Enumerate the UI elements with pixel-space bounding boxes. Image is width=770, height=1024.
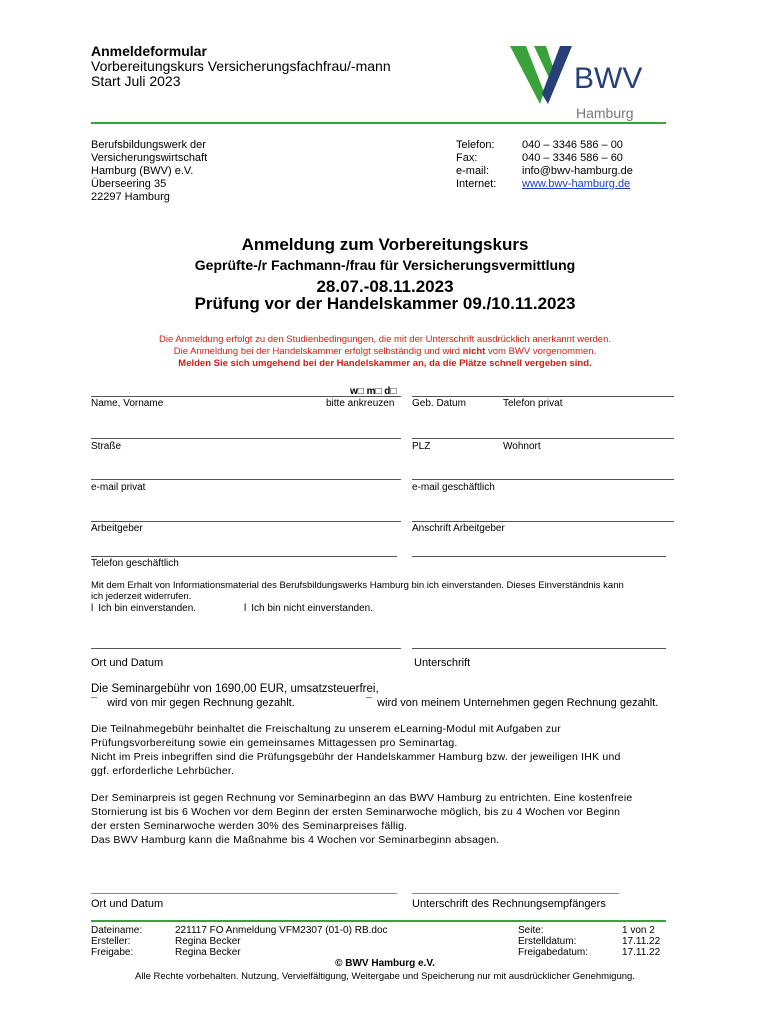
sub-heading: Geprüfte-/r Fachmann-/frau für Versicherungsvermittlung [194, 257, 576, 273]
gender-choice[interactable]: w□ m□ d□ [350, 386, 397, 397]
footer-doc-values [622, 925, 660, 958]
info-block-2 [91, 791, 632, 847]
address-line: Hamburg (BWV) e.V. [91, 165, 194, 177]
payer-signature-field[interactable] [412, 893, 619, 894]
fee-line: Die Seminargebühr von 1690,00 EUR, umsatzsteuerfrei, [91, 683, 379, 695]
form-title: Anmeldeformular [91, 43, 207, 59]
consent-yes-option[interactable] [91, 603, 196, 615]
consent-line-1: Mit dem Erhalt von Informationsmaterial des Berufsbildungswerks Hamburg bin ich einverstanden. Dieses Einverständnis kann [91, 580, 624, 591]
info-line: Das BWV Hamburg kann die Maßnahme bis 4 Wochen vor Seminarbeginn absagen. [91, 834, 500, 846]
file-value: 221117 FO Anmeldung VFM2307 (01-0) RB.doc [175, 925, 388, 936]
notice-line-3: Melden Sie sich umgehend bei der Handelskammer an, da die Plätze schnell vergeben sind. [178, 358, 592, 369]
contact-labels [456, 139, 496, 191]
zip-city-field[interactable] [412, 438, 674, 439]
address-block [91, 139, 207, 204]
footer-rule [91, 920, 666, 922]
page-value: 1 von 2 [622, 925, 655, 936]
main-heading: Anmeldung zum Vorbereitungskurs [241, 235, 529, 254]
notice-block [0, 334, 770, 370]
logo-subtext: Hamburg [576, 105, 634, 121]
consent-text [91, 580, 624, 602]
logo-text: BWV [574, 62, 643, 95]
fee-option-self-label: wird von mir gegen Rechnung gezahlt. [107, 697, 295, 709]
phone-business-label: Telefon geschäftlich [91, 558, 179, 569]
info-line: Nicht im Preis inbegriffen sind die Prüfungsgebühr der Handelskammer Hamburg bzw. der jeweiligen IHK und [91, 751, 621, 763]
release-value: Regina Becker [175, 947, 241, 958]
fee-option-company[interactable] [366, 697, 658, 709]
rights-notice: Alle Rechte vorbehalten. Nutzung, Vervielfältigung, Weitergabe und Speicherung nur mit ausdrücklicher Genehmigung. [135, 971, 635, 982]
street-field[interactable] [91, 438, 401, 439]
address-line: 22297 Hamburg [91, 191, 170, 203]
zip-label: PLZ [412, 441, 431, 452]
released-label: Freigabedatum: [518, 947, 589, 958]
info-line: Stornierung ist bis 6 Wochen vor dem Beginn der ersten Seminarwoche möglich, bis zu 4 Wochen vor Beginn [91, 806, 621, 818]
info-line: Der Seminarpreis ist gegen Rechnung vor Seminarbeginn an das BWV Hamburg zu entrichten. Eine kostenfreie [91, 792, 633, 804]
consent-yes-label: Ich bin einverstanden. [98, 603, 197, 614]
employer-label: Arbeitgeber [91, 523, 143, 534]
info-line: ggf. erforderliche Lehrbücher. [91, 765, 235, 777]
employer-field[interactable] [91, 521, 401, 522]
birth-phone-field[interactable] [412, 396, 674, 397]
place-date-field-2[interactable] [91, 893, 397, 894]
payer-signature-label: Unterschrift des Rechnungsempfängers [412, 898, 606, 910]
info-line: der ersten Seminarwoche werden 30% des Seminarpreises fällig. [91, 820, 408, 832]
notice-line-2: Die Anmeldung bei der Handelskammer erfolgt selbständig und wird nicht vom BWV vorgenommen. [173, 346, 597, 357]
address-line: Versicherungswirtschaft [91, 152, 208, 164]
page-label: Seite: [518, 925, 544, 936]
city-label: Wohnort [503, 441, 541, 452]
created-value: 17.11.22 [622, 936, 661, 947]
file-label: Dateiname: [91, 925, 143, 936]
birth-label: Geb. Datum [412, 398, 466, 409]
employer-address-field[interactable] [412, 521, 674, 522]
footer-meta-values [175, 925, 388, 958]
fax-label: Fax: [456, 152, 478, 164]
name-label: Name, Vorname [91, 398, 164, 409]
email-private-label: e-mail privat [91, 482, 146, 493]
exam-date: Prüfung vor der Handelskammer 09./10.11.2023 [194, 294, 576, 313]
checkbox-icon[interactable]: l [91, 603, 94, 614]
checkbox-icon[interactable]: ¯ [366, 697, 373, 709]
address-line: Berufsbildungswerk der [91, 139, 206, 151]
fax-value: 040 – 3346 586 – 60 [522, 152, 623, 164]
street-label: Straße [91, 441, 122, 452]
signature-label: Unterschrift [414, 657, 471, 669]
employer-address-field-2[interactable] [412, 556, 666, 557]
email-business-label: e-mail geschäftlich [412, 482, 495, 493]
signature-field[interactable] [412, 648, 666, 649]
phone-private-label: Telefon privat [503, 398, 563, 409]
checkbox-icon[interactable]: l [244, 603, 247, 614]
email-business-field[interactable] [412, 479, 674, 480]
tick-hint: bitte ankreuzen [326, 398, 395, 409]
phone-business-field[interactable] [91, 556, 397, 557]
consent-no-label: Ich bin nicht einverstanden. [251, 603, 373, 614]
employer-address-label: Anschrift Arbeitgeber [412, 523, 505, 534]
info-block-1 [91, 722, 621, 778]
form-header [91, 44, 391, 89]
info-line: Prüfungsvorbereitung sowie ein gemeinsames Mittagessen pro Seminartag. [91, 737, 458, 749]
created-label: Erstelldatum: [518, 936, 577, 947]
course-dates: 28.07.-08.11.2023 [316, 277, 454, 296]
release-label: Freigabe: [91, 947, 134, 958]
fee-option-company-label: wird von meinem Unternehmen gegen Rechnung gezahlt. [377, 697, 659, 709]
bwv-logo [506, 40, 666, 122]
author-label: Ersteller: [91, 936, 131, 947]
place-date-field[interactable] [91, 648, 401, 649]
email-private-field[interactable] [91, 479, 401, 480]
email-value: info@bwv-hamburg.de [522, 165, 633, 177]
notice-line-1: Die Anmeldung erfolgt zu den Studienbedingungen, die mit der Unterschrift ausdrücklich anerkannt werden. [158, 334, 612, 345]
place-date-label: Ort und Datum [91, 657, 164, 669]
checkbox-icon[interactable]: ¯ [91, 697, 98, 709]
header-rule [91, 122, 666, 124]
web-label: Internet: [456, 178, 497, 190]
phone-value: 040 – 3346 586 – 00 [522, 139, 623, 151]
contact-values [522, 139, 633, 191]
web-link[interactable]: www.bwv-hamburg.de [522, 178, 631, 190]
footer-meta-labels [91, 925, 142, 958]
course-name: Vorbereitungskurs Versicherungsfachfrau/-mann [91, 58, 391, 74]
copyright: © BWV Hamburg e.V. [335, 958, 435, 969]
address-line: Überseering 35 [91, 178, 167, 190]
email-label: e-mail: [456, 165, 490, 177]
consent-no-option[interactable] [244, 603, 373, 615]
info-line: Die Teilnahmegebühr beinhaltet die Freischaltung zu unserem eLearning-Modul mit Aufgaben zur [91, 723, 561, 735]
course-start: Start Juli 2023 [91, 73, 181, 89]
author-value: Regina Becker [175, 936, 241, 947]
place-date-label-2: Ort und Datum [91, 898, 164, 910]
phone-label: Telefon: [456, 139, 495, 151]
consent-line-2: ich jederzeit widerrufen. [91, 591, 192, 602]
fee-option-self[interactable] [91, 697, 295, 709]
footer-doc-labels [518, 925, 588, 958]
released-value: 17.11.22 [622, 947, 661, 958]
